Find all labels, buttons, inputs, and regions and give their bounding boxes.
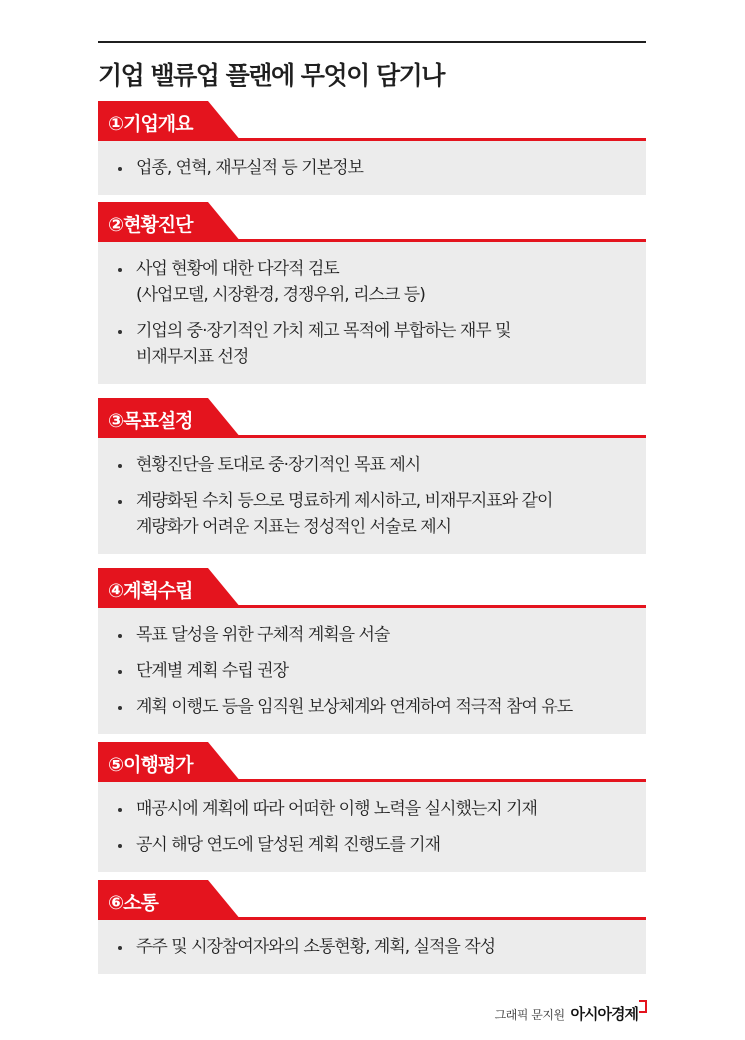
section-title: ④계획수립 [108, 580, 193, 602]
section-title: ①기업개요 [108, 113, 193, 135]
bullet-icon [118, 268, 122, 272]
item-text: 사업 현황에 대한 다각적 검토 (사업모델, 시장환경, 경쟁우위, 리스크 등) [136, 259, 425, 305]
top-rule [98, 41, 646, 43]
section-title: ③목표설정 [108, 410, 193, 432]
section-title: ⑤이행평가 [108, 754, 193, 776]
list-item [114, 256, 632, 308]
item-text: 매공시에 계획에 따라 어떠한 이행 노력을 실시했는지 기재 [136, 799, 537, 819]
section-body [98, 608, 646, 734]
section-rule [98, 138, 646, 141]
page-title: 기업 밸류업 플랜에 무엇이 담기나 [98, 61, 444, 90]
list-item [114, 488, 632, 540]
bullet-icon [118, 330, 122, 334]
section-header [98, 202, 646, 242]
item-text: 계량화된 수치 등으로 명료하게 제시하고, 비재무지표와 같이 계량화가 어려운 지표는 정성적인 서술로 제시 [136, 491, 553, 537]
section-body [98, 242, 646, 384]
section-body [98, 920, 646, 974]
section-rule [98, 239, 646, 242]
section-goal-setting [98, 398, 646, 554]
bullet-icon [118, 844, 122, 848]
item-text: 공시 해당 연도에 달성된 계획 진행도를 기재 [136, 835, 441, 855]
credit-label: 그래픽 문지원 [494, 1008, 565, 1022]
brand-mark-icon [639, 1000, 647, 1013]
section-header [98, 742, 646, 782]
list-item [114, 832, 632, 858]
bullet-icon [118, 706, 122, 710]
section-header [98, 101, 646, 141]
section-title: ②현황진단 [108, 214, 193, 236]
section-body [98, 438, 646, 554]
item-text: 기업의 중·장기적인 가치 제고 목적에 부합하는 재무 및 비재무지표 선정 [136, 321, 511, 367]
section-rule [98, 435, 646, 438]
item-text: 목표 달성을 위한 구체적 계획을 서술 [136, 625, 390, 645]
bullet-icon [118, 670, 122, 674]
brand-logo [571, 1003, 647, 1024]
bullet-icon [118, 500, 122, 504]
bullet-icon [118, 808, 122, 812]
section-status-diagnosis [98, 202, 646, 384]
item-text: 주주 및 시장참여자와의 소통현황, 계획, 실적을 작성 [136, 937, 496, 957]
section-rule [98, 917, 646, 920]
section-header [98, 568, 646, 608]
bullet-icon [118, 167, 122, 171]
item-text: 업종, 연혁, 재무실적 등 기본정보 [136, 158, 363, 178]
section-title: ⑥소통 [108, 892, 158, 914]
section-header [98, 398, 646, 438]
section-plan-establishment [98, 568, 646, 734]
list-item [114, 658, 632, 684]
list-item [114, 622, 632, 648]
brand-name: 아시아경제 [570, 1005, 638, 1023]
credit-line [495, 1003, 647, 1024]
list-item [114, 934, 632, 960]
section-header [98, 880, 646, 920]
section-company-overview [98, 101, 646, 195]
bullet-icon [118, 946, 122, 950]
section-rule [98, 605, 646, 608]
section-communication [98, 880, 646, 974]
item-text: 단계별 계획 수립 권장 [136, 661, 289, 681]
section-rule [98, 779, 646, 782]
item-text: 현황진단을 토대로 중·장기적인 목표 제시 [136, 455, 421, 475]
item-text: 계획 이행도 등을 임직원 보상체계와 연계하여 적극적 참여 유도 [136, 697, 573, 717]
list-item [114, 452, 632, 478]
list-item [114, 318, 632, 370]
bullet-icon [118, 634, 122, 638]
list-item [114, 155, 632, 181]
bullet-icon [118, 464, 122, 468]
list-item [114, 694, 632, 720]
section-implementation-review [98, 742, 646, 872]
section-body [98, 141, 646, 195]
list-item [114, 796, 632, 822]
section-body [98, 782, 646, 872]
